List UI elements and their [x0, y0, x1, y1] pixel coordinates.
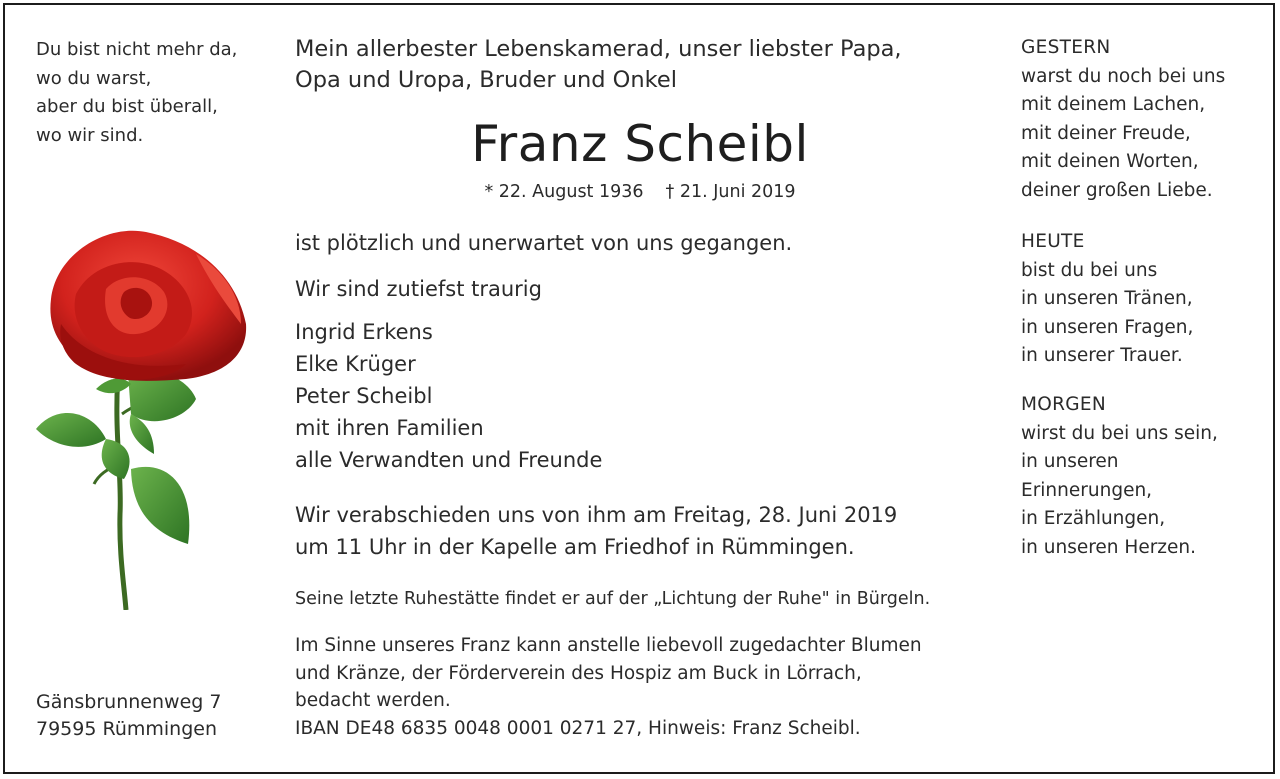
- donation-text: [295, 632, 922, 742]
- mourner: Ingrid Erkens: [295, 320, 433, 344]
- birth-date: * 22. August 1936: [484, 182, 644, 202]
- farewell-text: [295, 500, 897, 563]
- life-dates: [340, 179, 940, 205]
- grief-text: Wir sind zutiefst traurig: [295, 277, 542, 301]
- stanza-heading: MORGEN: [1021, 394, 1107, 415]
- poem-line: aber du bist überall,: [36, 96, 218, 117]
- farewell-line: Wir verabschieden uns von ihm am Freitag, 28. Juni 2019: [295, 503, 898, 527]
- address: [36, 689, 221, 743]
- mourner: mit ihren Familien: [295, 416, 484, 440]
- poem-line: in unseren Fragen,: [1021, 316, 1194, 338]
- poem-line: in Erzählungen,: [1021, 508, 1166, 530]
- poem-line: in unseren Herzen.: [1021, 536, 1197, 558]
- address-city: 79595 Rümmingen: [36, 718, 218, 740]
- donation-line: bedacht werden.: [295, 690, 451, 711]
- poem-line: in unserer Trauer.: [1021, 345, 1183, 367]
- donation-line: und Kränze, der Förderverein des Hospiz am Buck in Lörrach,: [295, 662, 862, 684]
- mourner: Elke Krüger: [295, 352, 416, 376]
- poem-stanza-gestern: [1021, 34, 1225, 206]
- iban-line: IBAN DE48 6835 0048 0001 0271 27, Hinweis: Franz Scheibl.: [295, 717, 861, 739]
- poem-line: Erinnerungen,: [1021, 479, 1153, 501]
- poem-line: wirst du bei uns sein,: [1021, 422, 1218, 444]
- stanza-heading: HEUTE: [1021, 231, 1085, 252]
- poem-stanza-heute: [1021, 228, 1193, 371]
- poem-line: wo wir sind.: [36, 124, 144, 146]
- intro-text: [295, 34, 902, 96]
- resting-place-text: Seine letzte Ruhestätte findet er auf der „Lichtung der Ruhe" in Bürgeln.: [295, 589, 931, 609]
- poem-line: mit deinen Worten,: [1021, 151, 1199, 173]
- mourners-list: [295, 316, 602, 476]
- donation-line: Im Sinne unseres Franz kann anstelle liebevoll zugedachter Blumen: [295, 635, 922, 656]
- poem-line: warst du noch bei uns: [1021, 65, 1226, 87]
- left-poem: [36, 36, 237, 150]
- poem-line: bist du bei uns: [1021, 259, 1158, 281]
- passing-text: ist plötzlich und unerwartet von uns gegangen.: [295, 231, 793, 255]
- intro-line: Opa und Uropa, Bruder und Onkel: [295, 67, 677, 93]
- poem-line: Du bist nicht mehr da,: [36, 39, 238, 60]
- poem-line: wo du warst,: [36, 67, 152, 89]
- farewell-line: um 11 Uhr in der Kapelle am Friedhof in Rümmingen.: [295, 534, 855, 559]
- poem-line: deiner großen Liebe.: [1021, 179, 1213, 201]
- deceased-name: Franz Scheibl: [471, 115, 809, 173]
- poem-line: in unseren Tränen,: [1021, 288, 1193, 310]
- death-date: † 21. Juni 2019: [665, 182, 796, 202]
- poem-line: mit deinem Lachen,: [1021, 94, 1206, 116]
- poem-line: in unseren: [1021, 451, 1119, 473]
- stanza-heading: GESTERN: [1021, 37, 1111, 58]
- poem-stanza-morgen: [1021, 391, 1218, 563]
- poem-line: mit deiner Freude,: [1021, 122, 1191, 144]
- address-street: Gänsbrunnenweg 7: [36, 691, 222, 713]
- red-rose-image: [36, 214, 250, 610]
- intro-line: Mein allerbester Lebenskamerad, unser liebster Papa,: [295, 36, 902, 62]
- mourner: Peter Scheibl: [295, 384, 433, 408]
- mourner: alle Verwandten und Freunde: [295, 448, 603, 472]
